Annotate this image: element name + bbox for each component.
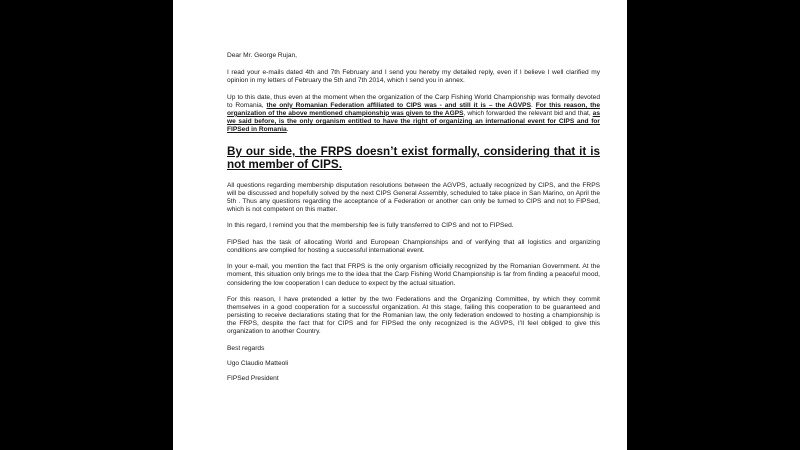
paragraph-2-emphasis-2: For this reason, the organization of the above mentioned championship was given to the AGPS <box>227 101 600 117</box>
paragraph-2-text-4: . <box>286 126 289 134</box>
paragraph-2 <box>227 94 600 134</box>
paragraph-4: In this regard, I remind you that the membership fee is fully transferred to CIPS and not to FIPSed. <box>227 222 514 230</box>
paragraph-7: For this reason, I have pretended a letter by the two Federations and the Organizing Committee, by which they commit themselves in a good cooperation for a successful organization. At this stage, failing this cooperation to be guaranteed and persisting to receive declarations stating that for the Romanian law, the only federation endowed to hosting a championship is the FRPS, despite the fact that for CIPS and for FIPSed the only recognized is the AGVPS, I’ll feel obliged to give this organization to another Country. <box>227 296 600 336</box>
paragraph-3: All questions regarding membership disputation resolutions between the AGVPS, actually recognized by CIPS, and the FRPS will be discussed and hopefully solved by the next CIPS General Assembly, scheduled to take place in San Marino, on April the 5th . Thus any questions regarding the acceptance of a Federation or another can only be turned to CIPS and not to FIPSed, which is not competent on this matter. <box>227 181 600 213</box>
paragraph-5: FIPSed has the task of allocating World and European Championships and of verifying that all logistics and organizing conditions are complied for hosting a successful international event. <box>227 238 600 254</box>
paragraph-2-text-3: , which forwarded the relevant bid and that, <box>463 109 593 117</box>
signer-title: FIPSed President <box>227 375 279 383</box>
paragraph-2-text-2: . <box>530 101 536 109</box>
paragraph-2-text-1: Up to this date, thus even at the moment when the organization of the Carp Fishing World Championship was formally devoted to Romania, <box>227 93 600 109</box>
paragraph-2-emphasis-3: as we said before, is the only organism entitled to have the right of organizing an international event for CIPS and for FIPSed in Romania <box>227 109 600 134</box>
paragraph-6: In your e-mail, you mention the fact that FRPS is the only organism officially recognized by the Romanian Government. At the moment, this situation only brings me to the idea that the Carp Fishing World Championship is far from finding a peaceful mood, considering the low cooperation I can deduce to expect by the actual situation. <box>227 263 600 287</box>
heading-statement: By our side, the FRPS doesn’t exist formally, considering that it is not member of CIPS. <box>227 145 600 172</box>
letter-page <box>173 0 627 450</box>
paragraph-1: I read your e-mails dated 4th and 7th February and I send you hereby my detailed reply, even if I believe I well clarified my opinion in my letters of February the 5th and 7th 2014, which I send you in annex. <box>227 69 600 85</box>
paragraph-2-emphasis-1: the only Romanian Federation affiliated to CIPS was - and still it is – the AGVPS <box>266 101 531 109</box>
signer-name: Ugo Claudio Matteoli <box>227 360 289 367</box>
salutation: Dear Mr. George Rujan, <box>227 52 297 59</box>
closing: Best regards <box>227 344 265 352</box>
